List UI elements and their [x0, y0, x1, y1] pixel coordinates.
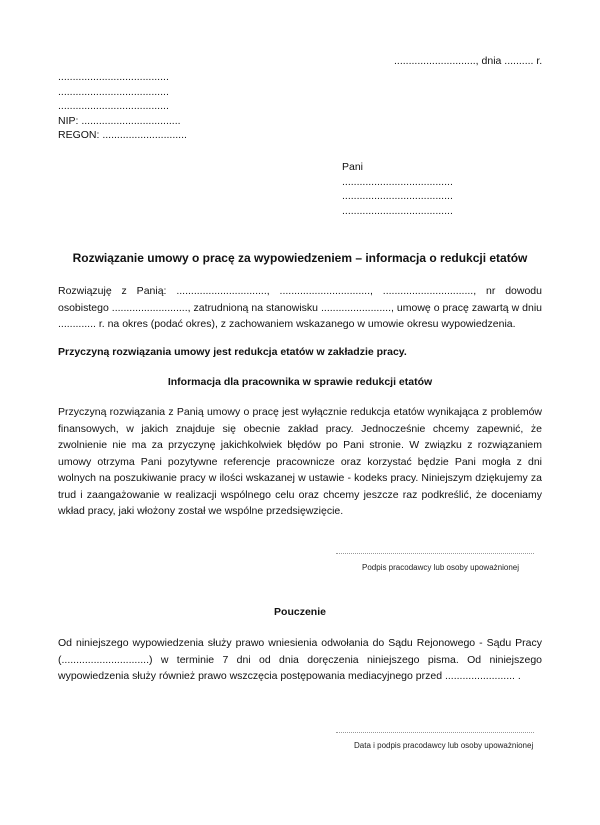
signature-label-employer: Podpis pracodawcy lub osoby upoważnionej — [362, 563, 519, 572]
recipient-block — [342, 160, 453, 218]
signature-line-date — [336, 732, 534, 733]
sender-block — [58, 70, 187, 143]
signature-label-date: Data i podpis pracodawcy lub osoby upoważnionej — [354, 741, 534, 750]
signature-line-employer — [336, 553, 534, 554]
document-title: Rozwiązanie umowy o pracę za wypowiedzeniem – informacja o redukcji etatów — [72, 251, 528, 265]
recipient-city-line: ...................................... — [342, 204, 453, 217]
recipient-address-line: ...................................... — [342, 190, 453, 202]
sender-city-line: ...................................... — [58, 100, 169, 112]
place-date-field: ............................, dnia .......... r. — [394, 55, 543, 67]
sender-address-line: ...................................... — [58, 85, 169, 98]
sender-regon-line: REGON: ............................. — [58, 129, 187, 141]
instruction-paragraph: Od niniejszego wypowiedzenia służy prawo wniesienia odwołania do Sądu Rejonowego - Sądu Pracy (..............................) w terminie 7 dni od dnia doręczenia niniejszego pisma. Od niniejszego wypowiedzenia służy również prawo wszczęcia postępowania mediacyjnego przed ........................ . — [58, 637, 542, 682]
sender-name-line: ...................................... — [58, 71, 169, 83]
sender-nip-line: NIP: .................................. — [58, 114, 181, 127]
intro-paragraph: Rozwiązuję z Panią: ..............................., ..............................., ..............................., nr dowodu osobistego .........................., zatrudnioną na stanowisku ........................, umowę o pracę zawartą w dniu ............. r. na okres (podać okres), z zachowaniem wskazanego w umowie okresu wypowiedzenia. — [58, 285, 542, 330]
instruction-heading: Pouczenie — [274, 606, 326, 618]
recipient-salutation: Pani — [342, 161, 364, 173]
info-heading: Informacja dla pracownika w sprawie redukcji etatów — [167, 376, 433, 388]
info-paragraph: Przyczyną rozwiązania z Panią umowy o pracę jest wyłącznie redukcja etatów wynikająca z problemów finansowych, w jakich znajduje się obecnie zakład pracy. Jednocześnie chcemy zapewnić, że zwolnienie nie ma za przyczynę jakichkolwiek błędów po Pani stronie. W związku z rozwiązaniem umowy otrzyma Pani pozytywne referencje pracownicze oraz korzystać będzie Pani mogła z dni wolnych na poszukiwanie pracy w ilości wskazanej w ustawie - kodeks pracy. Niniejszym dziękujemy za trud i zaangażowanie w realizacji wspólnego celu oraz chcemy jeszcze raz podkreślić, że doceniamy wkład pracy, jaki włożony został we wspólne przedsięwzięcie. — [58, 406, 542, 517]
reason-statement: Przyczyną rozwiązania umowy jest redukcja etatów w zakładzie pracy. — [58, 346, 407, 358]
recipient-name-line: ...................................... — [342, 175, 453, 188]
